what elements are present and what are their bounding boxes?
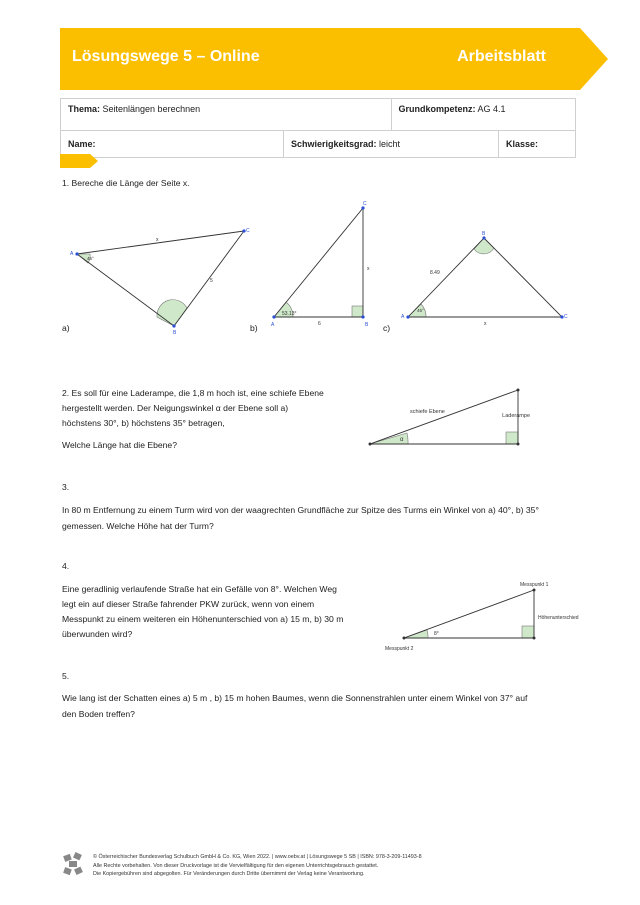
- footer-line2: Alle Rechte vorbehalten. Von dieser Druckvorlage ist die Vervielfältigung für den eigenen Unterrichtsgebrauch gestattet.: [93, 862, 379, 869]
- doc-type: Arbeitsblatt: [457, 48, 546, 65]
- task4-line4: überwunden wird?: [62, 629, 133, 639]
- task3-line1: In 80 m Entfernung zu einem Turm wird von der waagrechten Grundfläche zur Spitze des Turms ein Winkel von a) 40°, b) 35°: [62, 505, 539, 515]
- task2-figure: [360, 380, 530, 452]
- schwierigkeit-label: Schwierigkeitsgrad:: [291, 139, 377, 149]
- name-label: Name:: [68, 139, 96, 149]
- info-table: [60, 98, 576, 158]
- task4-line3: Messpunkt zu einem weiteren ein Höhenunterschied von a) 15 m, b) 30 m: [62, 614, 344, 624]
- task4-line1: Eine geradlinig verlaufende Straße hat ein Gefälle von 8°. Welchen Weg: [62, 584, 337, 594]
- task5-num: 5.: [62, 671, 70, 681]
- c-side-x: x: [484, 321, 487, 327]
- slope-label: schiefe Ebene: [410, 409, 445, 415]
- thema-value: Seitenlängen berechnen: [100, 104, 201, 114]
- c-side-849: 8.49: [430, 270, 440, 276]
- c-angle: 45°: [417, 308, 424, 313]
- task2-line3: höchstens 30°, b) höchstens 35° betragen,: [62, 418, 225, 428]
- height-label: Höhenunterschied: [538, 615, 579, 621]
- a-vertex-A: A: [70, 251, 74, 257]
- a-angle: 45°: [87, 256, 94, 261]
- task3-num: 3.: [62, 482, 70, 492]
- triangle-c: [401, 231, 568, 327]
- b-vertex-B: B: [365, 322, 369, 328]
- task3-line2: gemessen. Welche Höhe hat der Turm?: [62, 521, 214, 531]
- task1-text: 1. Bereche die Länge der Seite x.: [62, 178, 190, 188]
- footer: [93, 853, 573, 879]
- p2-label: Messpunkt 2: [385, 646, 414, 652]
- alpha-label: α: [400, 437, 404, 443]
- c-vertex-A: A: [401, 314, 405, 320]
- task4-figure: [380, 578, 580, 658]
- b-vertex-A: A: [271, 322, 275, 328]
- c-vertex-C: C: [564, 314, 568, 320]
- schwierigkeit-value: leicht: [376, 139, 401, 149]
- header-banner: [60, 28, 608, 90]
- publisher-logo-icon: [62, 851, 86, 875]
- page-title: Lösungswege 5 – Online: [72, 48, 260, 65]
- thema-label: Thema:: [68, 104, 101, 114]
- kompetenz-value: AG 4.1: [475, 104, 506, 114]
- kompetenz-cell: [391, 99, 576, 131]
- b-vertex-C: C: [363, 201, 367, 207]
- triangle-a: [70, 228, 250, 336]
- footer-line1: © Österreichischer Bundesverlag Schulbuch GmbH & Co. KG, Wien 2022. | www.oebv.at | Lösungswege 5 SB | ISBN: 978-3-209-11493-8: [93, 854, 422, 860]
- task1-label-a: a): [62, 323, 70, 333]
- a-vertex-C: C: [246, 228, 250, 234]
- triangle-b: [271, 201, 370, 328]
- task5-line1: Wie lang ist der Schatten eines a) 5 m , b) 15 m hohen Baumes, wenn die Sonnenstrahlen unter einem Winkel von 37° auf: [62, 693, 528, 703]
- p1-label: Messpunkt 1: [520, 582, 549, 588]
- task2-line1: 2. Es soll für eine Laderampe, die 1,8 m hoch ist, eine schiefe Ebene: [62, 388, 324, 398]
- task1-figures: [60, 200, 590, 340]
- ramp-label: Laderampe: [502, 413, 530, 419]
- task1-label-c: c): [383, 323, 391, 333]
- klasse-cell: [499, 131, 576, 158]
- a-vertex-B: B: [173, 330, 177, 336]
- task5-line2: den Boden treffen?: [62, 709, 135, 719]
- task2-question: Welche Länge hat die Ebene?: [62, 440, 177, 450]
- thema-cell: [61, 99, 392, 131]
- angle-8: 8°: [434, 631, 439, 637]
- schwierigkeit-cell: [284, 131, 499, 158]
- task2-line2: hergestellt werden. Der Neigungswinkel α der Ebene soll a): [62, 403, 289, 413]
- b-side-6: 6: [318, 321, 321, 327]
- b-side-x: x: [367, 266, 370, 272]
- task4-num: 4.: [62, 561, 70, 571]
- b-angle: 53.13°: [282, 311, 297, 317]
- task4-line2: legt ein auf dieser Straße fahrender PKW zurück, wenn von einem: [62, 599, 315, 609]
- section-marker: [60, 154, 100, 168]
- c-vertex-B: B: [482, 231, 486, 237]
- footer-line3: Die Kopiergebühren sind abgegolten. Für Veränderungen durch Dritte übernimmt der Verlag keine Verantwortung.: [93, 871, 365, 877]
- task1-label-b: b): [250, 323, 258, 333]
- kompetenz-label: Grundkompetenz:: [398, 104, 476, 114]
- klasse-label: Klasse:: [506, 139, 539, 149]
- a-side-5: 5: [210, 278, 213, 284]
- a-side-x: x: [156, 237, 159, 243]
